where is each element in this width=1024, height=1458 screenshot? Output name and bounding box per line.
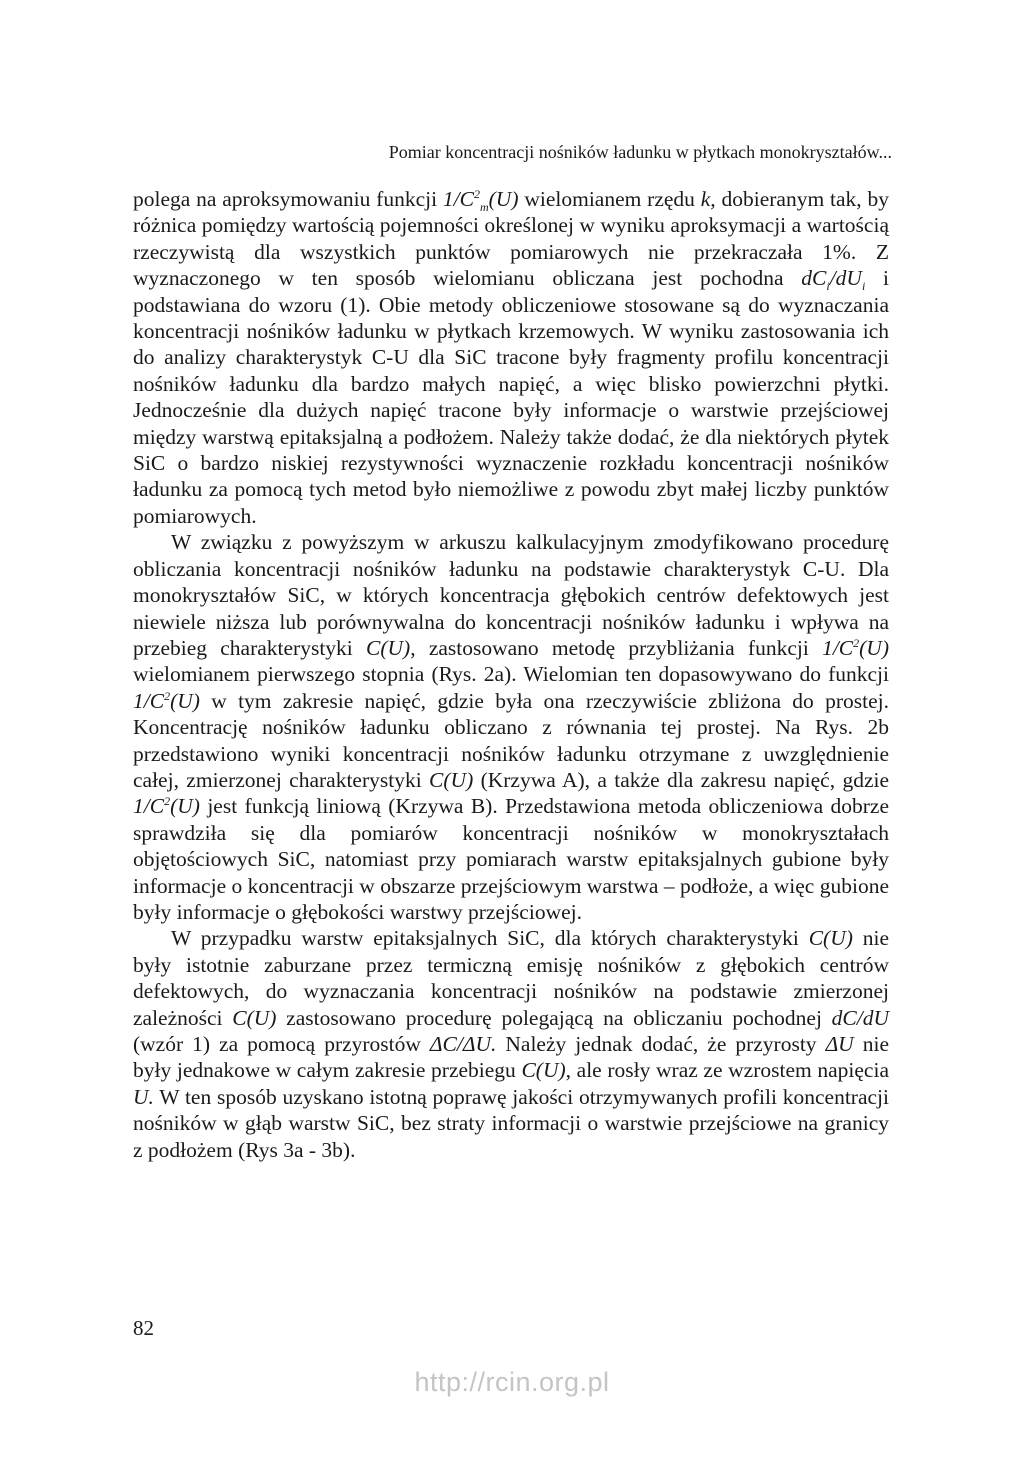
formula-inverse-capacitance: $1/C^2_m(U)$ (442, 187, 519, 214)
paragraph-3: W przypadku warstw epitaksjalnych SiC, dla których charakterystyki C(U) nie były istotnie zaburzane przez termiczną emisję nośników z głębokich centrów defektowych, do wyznaczania koncentracji nośników na podstawie zmierzonej zależności C(U) zastosowano procedurę polegającą na obliczaniu pochodnej dC/dU (wzór 1) za pomocą przyrostów ΔC/ΔU. Należy jednak dodać, że przyrosty ΔU nie były jednakowe w całym zakresie przebiegu C(U), ale rosły wraz ze wzrostem napięcia U. W ten sposób uzyskano istotną poprawę jakości otrzymywanych profili koncentracji nośników w głąb warstw SiC, bez straty informacji o warstwie przejściowe na granicy z podłożem (Rys 3a - 3b). (133, 926, 890, 1162)
formula-inverse-capacitance: $1/C^2(U)$ (133, 794, 200, 819)
page-number: 82 (133, 1316, 154, 1340)
formula-inverse-capacitance: $1/C^2(U)$ (133, 688, 200, 713)
formula-inverse-capacitance: $1/C^2(U)$ (822, 635, 889, 660)
paragraph-1: polega na aproksymowaniu funkcji $1/C^2_m(U)$ wielomianem rzędu k, dobieranym tak, by różnica pomiędzy wartością pojemności określonej w wyniku aproksymacji a wartością rzeczywistą dla wszystkich punktów pomiarowych nie przekraczała 1%. Z wyznaczonego w ten sposób wielomianu obliczana jest pochodna $dC_i/dU_i$ i podstawiana do wzoru (1). Obie metody obliczeniowe stosowane są do wyznaczania koncentracji nośników ładunku w płytkach krzemowych. W wyniku zastosowania ich do analizy charakterystyk C-U dla SiC tracone były fragmenty profilu koncentracji nośników ładunku dla bardzo małych napięć, a więc blisko powierzchni płytki. Jednocześnie dla dużych napięć tracone były informacje o warstwie przejściowej między warstwą epitaksjalną a podłożem. Należy także dodać, że dla niektórych płytek SiC o bardzo niskiej rezystywności wyznaczenie rozkładu koncentracji nośników ładunku za pomocą tych metod było niemożliwe z powodu zbyt małej liczby punktów pomiarowych. (133, 187, 889, 528)
running-header: Pomiar koncentracji nośników ładunku w płytkach monokryształów... (388, 142, 892, 162)
formula-derivative: $dC_i/dU_i$ (801, 266, 866, 294)
watermark-url: http://rcin.org.pl (414, 1367, 610, 1397)
paragraph-2: W związku z powyższym w arkuszu kalkulacyjnym zmodyfikowano procedurę obliczania koncentracji nośników ładunku na podstawie charakterystyk C-U. Dla monokryształów SiC, w których koncentracja głębokich centrów defektowych jest niewiele niższa lub porównywalna do koncentracji nośników ładunku i wpływa na przebieg charakterystyki C(U), zastosowano metodę przybliżania funkcji $1/C^2(U)$ wielomianem pierwszego stopnia (Rys. 2a). Wielomian ten dopasowywano do funkcji $1/C^2(U)$ w tym zakresie napięć, gdzie była ona rzeczywiście zbliżona do prostej. Koncentrację nośników ładunku obliczano z równania tej prostej. Na Rys. 2b przedstawiono wyniki koncentracji nośników ładunku otrzymane z uwzględnienie całej, zmierzonej charakterystyki C(U) (Krzywa A), a także dla zakresu napięć, gdzie $1/C^2(U)$ jest funkcją liniową (Krzywa B). Przedstawiona metoda obliczeniowa dobrze sprawdziła się dla pomiarów koncentracji nośników w monokryształach objętościowych SiC, natomiast przy pomiarach warstw epitaksjalnych gubione były informacje o koncentracji w obszarze przejściowym warstwa – podłoże, a więc gubione były informacje o głębokości warstwy przejściowej. (133, 530, 889, 924)
body-text (133, 186, 889, 1163)
